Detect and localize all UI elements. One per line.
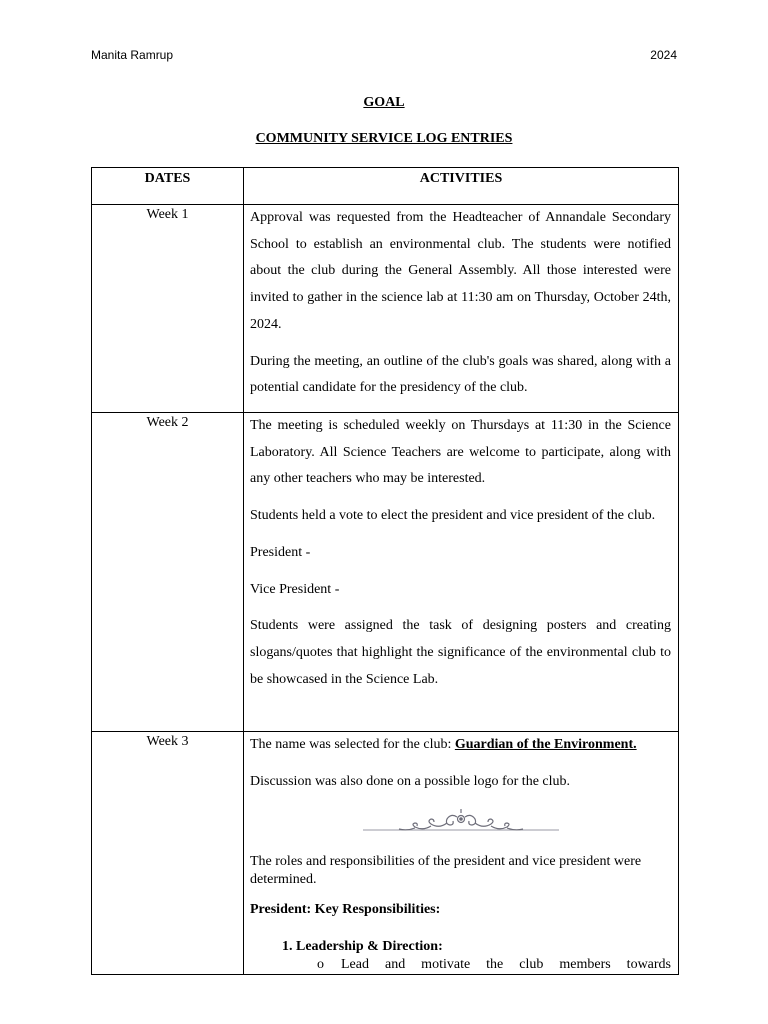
header-year: 2024 (650, 48, 677, 62)
club-name: Guardian of the Environment. (454, 737, 637, 752)
sub-item-text: Lead and motivate the club members towards (341, 957, 671, 973)
table-row (92, 413, 679, 732)
sub-list-item (317, 956, 671, 974)
bullet-marker: o (317, 957, 324, 973)
responsibilities-list (250, 938, 671, 974)
activity-paragraph: Students held a vote to elect the president and vice president of the club. (250, 508, 656, 524)
header-author: Manita Ramrup (91, 48, 174, 62)
page-title: GOAL (363, 95, 405, 110)
activity-cell (244, 413, 679, 732)
week-cell: Week 1 (92, 205, 244, 413)
roles-line: The roles and responsibilities of the president and vice president were determined. (250, 854, 642, 888)
activity-paragraph: During the meeting, an outline of the club's goals was shared, along with a potential candidate for the presidency of the club. (250, 353, 671, 396)
activity-cell (244, 732, 679, 975)
table-header-row (92, 168, 679, 205)
responsibility-title: Leadership & Direction: (296, 939, 443, 955)
activity-cell (244, 205, 679, 413)
table-row (92, 205, 679, 413)
president-line: President - (250, 544, 311, 560)
column-header-activities: ACTIVITIES (244, 168, 679, 205)
activity-paragraph: Approval was requested from the Headteacher of Annandale Secondary School to establish an environmental club. The students were notified about the club during the General Assembly. All those interested were invited to gather in the science lab at 11:30 am on Thursday, October 24th, 2024. (250, 210, 671, 332)
club-name-line (250, 732, 671, 759)
decorative-flourish-icon (361, 809, 561, 839)
list-item (296, 938, 671, 974)
vice-president-line: Vice President - (250, 581, 340, 597)
club-name-prefix: The name was selected for the club: (250, 737, 455, 752)
table-row (92, 732, 679, 975)
activity-paragraph: The meeting is scheduled weekly on Thursdays at 11:30 in the Science Laboratory. All Science Teachers are welcome to participate, along with any other teachers who may be interested. (250, 418, 671, 487)
president-responsibilities-heading: President: Key Responsibilities: (250, 902, 441, 918)
logo-discussion-line: Discussion was also done on a possible logo for the club. (250, 773, 571, 789)
week-cell: Week 2 (92, 413, 244, 732)
sub-list (296, 956, 671, 974)
log-table (91, 167, 679, 975)
page-subtitle: COMMUNITY SERVICE LOG ENTRIES (255, 131, 513, 146)
activity-paragraph: Students were assigned the task of designing posters and creating slogans/quotes that highlight the significance of the environmental club to be showcased in the Science Lab. (250, 618, 671, 687)
week-cell: Week 3 (92, 732, 244, 975)
column-header-dates: DATES (92, 168, 244, 205)
